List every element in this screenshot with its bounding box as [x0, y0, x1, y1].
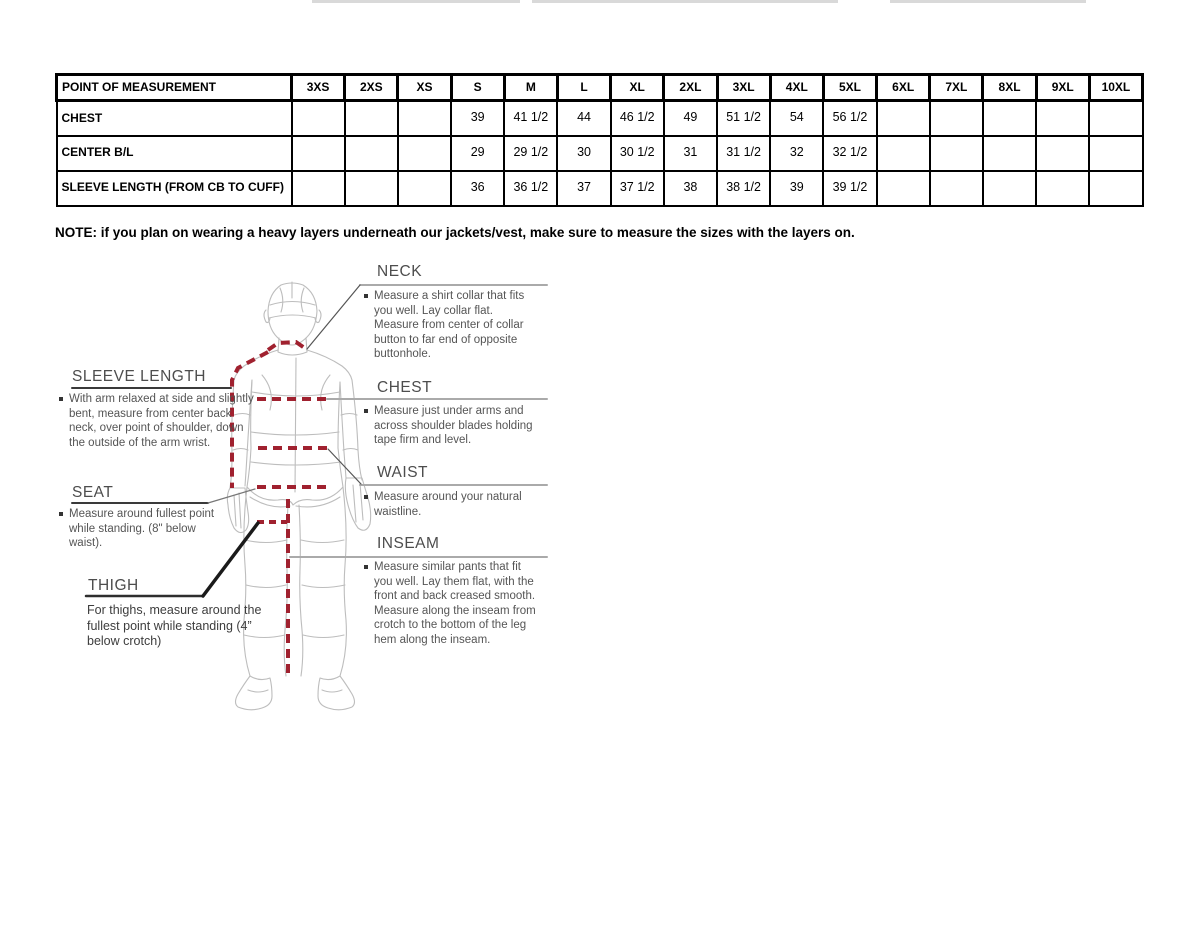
column-header-size: 3XS — [292, 75, 345, 101]
value-cell — [345, 171, 398, 206]
neck-description: Measure a shirt collar that fits you well. Lay collar flat. Measure from center of collar button to far end of opposite buttonhole. — [364, 289, 536, 362]
column-header-size: L — [557, 75, 610, 101]
column-header-size: S — [451, 75, 504, 101]
column-header-size: 5XL — [823, 75, 876, 101]
value-cell — [1089, 101, 1142, 136]
value-cell: 46 1/2 — [611, 101, 664, 136]
row-label: CENTER B/L — [57, 136, 292, 171]
size-table-container — [55, 73, 1144, 207]
column-header-size: M — [504, 75, 557, 101]
value-cell: 36 1/2 — [504, 171, 557, 206]
value-cell — [877, 136, 930, 171]
row-label: SLEEVE LENGTH (FROM CB TO CUFF) — [57, 171, 292, 206]
value-cell: 36 — [451, 171, 504, 206]
column-header-size: XL — [611, 75, 664, 101]
chest-label: CHEST — [377, 379, 433, 396]
inseam-description: Measure similar pants that fit you well. Lay them flat, with the front and back creased smooth. Measure along the inseam from crotch to the bottom of the leg hem along the inseam. — [364, 560, 536, 647]
value-cell — [345, 101, 398, 136]
column-header-size: 9XL — [1036, 75, 1089, 101]
size-table-head — [57, 75, 1143, 101]
value-cell — [930, 101, 983, 136]
value-cell — [1036, 101, 1089, 136]
column-header-size: 8XL — [983, 75, 1036, 101]
column-header-size: 10XL — [1089, 75, 1142, 101]
neck-label: NECK — [377, 263, 423, 280]
value-cell: 44 — [557, 101, 610, 136]
value-cell: 30 — [557, 136, 610, 171]
bullet-icon — [364, 565, 368, 569]
value-cell: 37 — [557, 171, 610, 206]
value-cell: 39 1/2 — [823, 171, 876, 206]
value-cell: 29 — [451, 136, 504, 171]
column-header-point-of-measurement: POINT OF MEASUREMENT — [57, 75, 292, 101]
value-cell — [930, 136, 983, 171]
bullet-icon — [364, 495, 368, 499]
column-header-size: 6XL — [877, 75, 930, 101]
value-cell — [1036, 171, 1089, 206]
value-cell — [398, 101, 451, 136]
waist-label: WAIST — [377, 464, 429, 481]
bullet-icon — [364, 294, 368, 298]
value-cell: 32 1/2 — [823, 136, 876, 171]
column-header-size: 3XL — [717, 75, 770, 101]
neck-measure-line — [268, 342, 306, 350]
column-header-size: 2XL — [664, 75, 717, 101]
value-cell: 56 1/2 — [823, 101, 876, 136]
value-cell: 51 1/2 — [717, 101, 770, 136]
value-cell — [1036, 136, 1089, 171]
value-cell: 30 1/2 — [611, 136, 664, 171]
value-cell — [292, 171, 345, 206]
value-cell — [398, 171, 451, 206]
bullet-icon — [59, 397, 63, 401]
cropped-title-remnant — [532, 0, 838, 3]
value-cell: 32 — [770, 136, 823, 171]
value-cell: 39 — [770, 171, 823, 206]
seat-label: SEAT — [72, 484, 114, 501]
size-table-body — [57, 101, 1143, 206]
value-cell — [983, 136, 1036, 171]
value-cell — [930, 171, 983, 206]
seat-description: Measure around fullest point while standing. (8" below waist). — [59, 507, 229, 551]
value-cell — [345, 136, 398, 171]
inseam-label: INSEAM — [377, 535, 440, 552]
cropped-title-remnant — [890, 0, 1086, 3]
bullet-icon — [59, 512, 63, 516]
value-cell — [292, 101, 345, 136]
value-cell — [1089, 171, 1142, 206]
value-cell: 29 1/2 — [504, 136, 557, 171]
value-cell: 31 — [664, 136, 717, 171]
value-cell — [292, 136, 345, 171]
column-header-size: 7XL — [930, 75, 983, 101]
value-cell: 38 — [664, 171, 717, 206]
waist-description: Measure around your natural waistline. — [364, 490, 524, 519]
sleeve-length-description: With arm relaxed at side and slightly bent, measure from center back neck, over point of shoulder, down the outside of the arm wrist. — [59, 392, 259, 450]
value-cell: 39 — [451, 101, 504, 136]
value-cell — [877, 171, 930, 206]
row-label: CHEST — [57, 101, 292, 136]
value-cell: 54 — [770, 101, 823, 136]
value-cell — [877, 101, 930, 136]
value-cell — [983, 101, 1036, 136]
thigh-description: For thighs, measure around the fullest point while standing (4” below crotch) — [87, 603, 262, 648]
size-table — [55, 73, 1144, 207]
cropped-title-remnant — [312, 0, 520, 3]
value-cell — [983, 171, 1036, 206]
sleeve-length-label: SLEEVE LENGTH — [72, 368, 206, 385]
note-text: NOTE: if you plan on wearing a heavy layers underneath our jackets/vest, make sure to measure the sizes with the layers on. — [55, 225, 855, 240]
table-row — [57, 101, 1143, 136]
table-row — [57, 171, 1143, 206]
value-cell: 31 1/2 — [717, 136, 770, 171]
value-cell: 49 — [664, 101, 717, 136]
value-cell — [398, 136, 451, 171]
column-header-size: 4XL — [770, 75, 823, 101]
column-header-size: XS — [398, 75, 451, 101]
chest-description: Measure just under arms and across shoulder blades holding tape firm and level. — [364, 404, 540, 448]
value-cell: 38 1/2 — [717, 171, 770, 206]
thigh-label: THIGH — [88, 577, 139, 594]
value-cell: 41 1/2 — [504, 101, 557, 136]
value-cell — [1089, 136, 1142, 171]
bullet-icon — [364, 409, 368, 413]
column-header-size: 2XS — [345, 75, 398, 101]
table-row — [57, 136, 1143, 171]
value-cell: 37 1/2 — [611, 171, 664, 206]
